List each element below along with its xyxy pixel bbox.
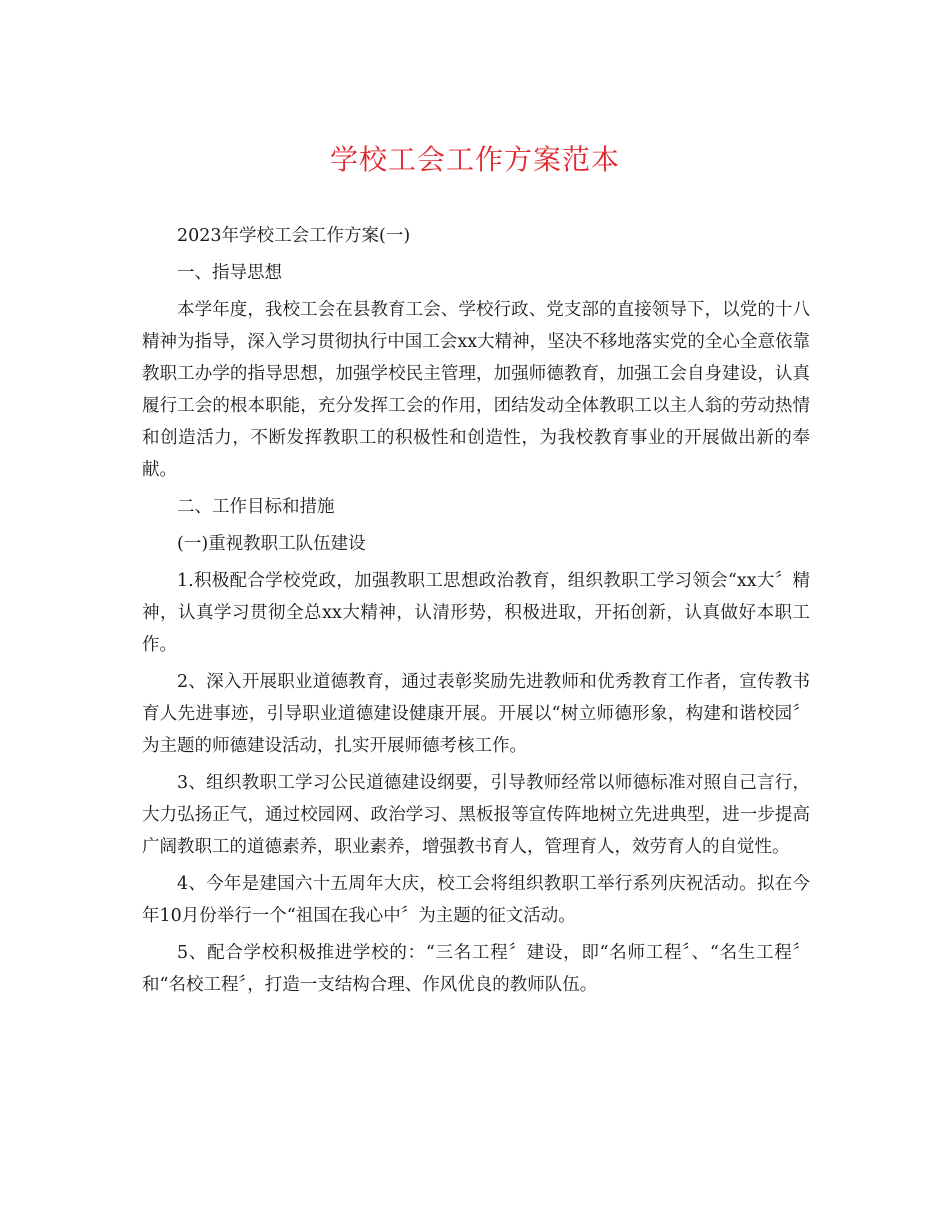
list-item-1: 1.积极配合学校党政，加强教职工思想政治教育，组织教职工学习领会“xx大〞精神，认真学习贯彻全总xx大精神，认清形势，积极进取，开拓创新，认真做好本职工作。 [142, 571, 810, 655]
list-item-5: 5、配合学校积极推进学校的：“三名工程〞建设，即“名师工程〞、“名生工程〞和“名校工程〞，打造一支结构合理、作风优良的教师队伍。 [142, 943, 810, 995]
document-subtitle: 2023年学校工会工作方案(一) [177, 226, 411, 246]
list-item-3: 3、组织教职工学习公民道德建设纲要，引导教师经常以师德标准对照自己言行，大力弘扬正气，通过校园网、政治学习、黑板报等宣传阵地树立先进典型，进一步提高广阔教职工的道德素养，职业素养，增强教书育人，管理育人，效劳育人的自觉性。 [142, 773, 810, 857]
section-1-heading: 一、指导思想 [177, 263, 282, 283]
section-2-heading: 二、工作目标和措施 [177, 497, 335, 517]
document-title: 学校工会工作方案范本 [329, 143, 620, 176]
section-1-paragraph: 本学年度，我校工会在县教育工会、学校行政、党支部的直接领导下，以党的十八精神为指导，深入学习贯彻执行中国工会xx大精神，坚决不移地落实党的全心全意依靠教职工办学的指导思想，加强学校民主管理，加强师德教育，加强工会自身建设，认真履行工会的根本职能，充分发挥工会的作用，团结发动全体教职工以主人翁的劳动热情和创造活力，不断发挥教职工的积极性和创造性，为我校教育事业的开展做出新的奉献。 [142, 300, 810, 480]
section-2-subheading: (一)重视教职工队伍建设 [177, 534, 366, 554]
list-item-2: 2、深入开展职业道德教育，通过表彰奖励先进教师和优秀教育工作者，宣传教书育人先进事迹，引导职业道德建设健康开展。开展以“树立师德形象，构建和谐校园〞为主题的师德建设活动，扎实开展师德考核工作。 [142, 672, 810, 756]
document-body [142, 220, 810, 1006]
list-item-4: 4、今年是建国六十五周年大庆，校工会将组织教职工举行系列庆祝活动。拟在今年10月份举行一个“祖国在我心中〞为主题的征文活动。 [142, 874, 810, 926]
